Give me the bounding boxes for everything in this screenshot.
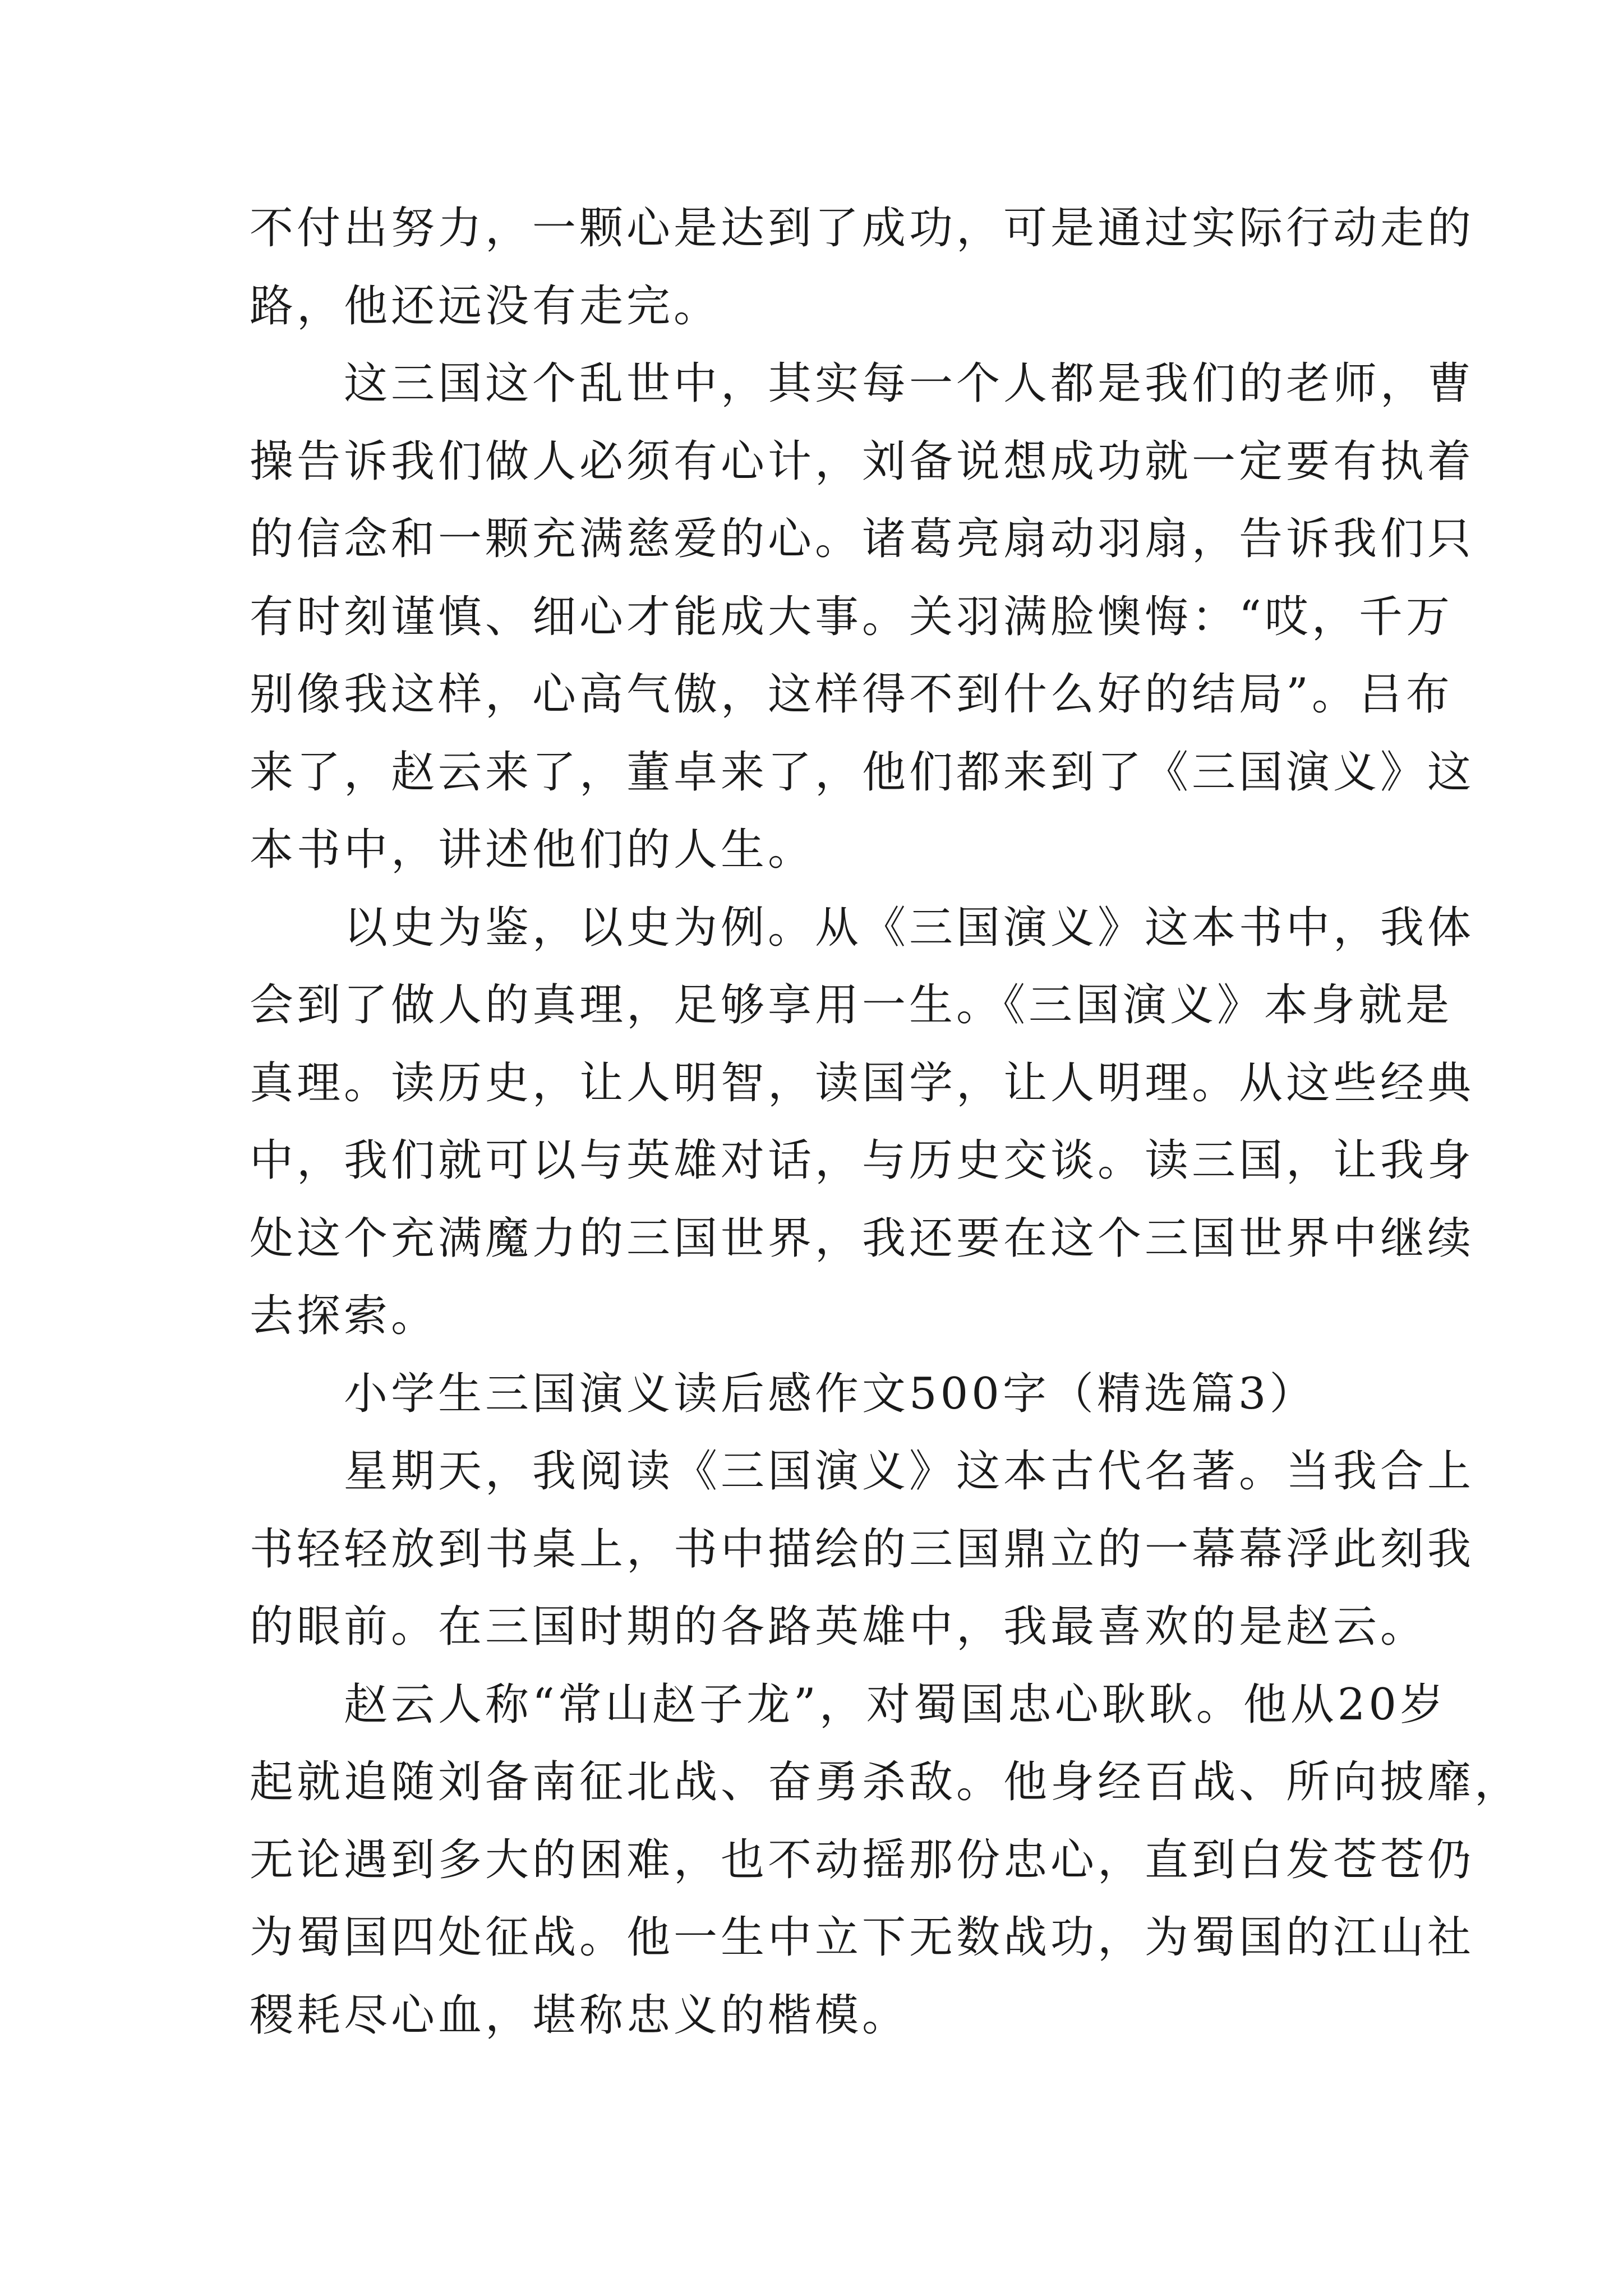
section-heading: 小学生三国演义读后感作文500字（精选篇3） — [344, 1368, 1317, 1419]
text-line: 操告诉我们做人必须有心计，刘备说想成功就一定要有执着 — [250, 436, 1475, 487]
text-line: 不付出努力，一颗心是达到了成功，可是通过实际行动走的 — [250, 203, 1475, 254]
text-line: 稷耗尽心血，堪称忠义的楷模。 — [250, 1990, 910, 2041]
text-line: 无论遇到多大的困难，也不动摇那份忠心，直到白发苍苍仍 — [250, 1834, 1475, 1885]
document-body — [250, 190, 1522, 2054]
text-line: 的信念和一颗充满慈爱的心。诸葛亮扇动羽扇，告诉我们只 — [250, 514, 1475, 564]
text-line: 中，我们就可以与英雄对话，与历史交谈。读三国，让我身 — [250, 1135, 1475, 1186]
text-line: 路，他还远没有走完。 — [250, 280, 721, 332]
text-line: 起就追随刘备南征北战、奋勇杀敌。他身经百战、所向披靡， — [250, 1757, 1522, 1807]
text-line: 的眼前。在三国时期的各路英雄中，我最喜欢的是赵云。 — [250, 1602, 1428, 1652]
text-line: 来了，赵云来了，董卓来了，他们都来到了《三国演义》这 — [250, 747, 1475, 798]
text-line: 去探索。 — [250, 1291, 439, 1341]
paragraph-first-line: 赵云人称“常山赵子龙”，对蜀国忠心耿耿。他从20岁 — [344, 1679, 1447, 1730]
text-line: 有时刻谨慎、细心才能成大事。关羽满脸懊悔：“哎，千万 — [250, 591, 1453, 642]
text-line: 会到了做人的真理，足够享用一生。《三国演义》本身就是 — [250, 980, 1453, 1030]
text-line: 本书中，讲述他们的人生。 — [250, 825, 815, 875]
paragraph-first-line: 以史为鉴，以史为例。从《三国演义》这本书中，我体 — [344, 902, 1475, 953]
text-line: 真理。读历史，让人明智，读国学，让人明理。从这些经典 — [250, 1057, 1475, 1108]
paragraph-first-line: 星期天，我阅读《三国演义》这本古代名著。当我合上 — [344, 1446, 1475, 1497]
paragraph-first-line: 这三国这个乱世中，其实每一个人都是我们的老师，曹 — [344, 358, 1475, 409]
text-line: 书轻轻放到书桌上，书中描绘的三国鼎立的一幕幕浮此刻我 — [250, 1524, 1475, 1575]
text-line: 别像我这样，心高气傲，这样得不到什么好的结局”。吕布 — [250, 669, 1453, 720]
text-line: 为蜀国四处征战。他一生中立下无数战功，为蜀国的江山社 — [250, 1912, 1475, 1963]
text-line: 处这个充满魔力的三国世界，我还要在这个三国世界中继续 — [250, 1213, 1475, 1264]
